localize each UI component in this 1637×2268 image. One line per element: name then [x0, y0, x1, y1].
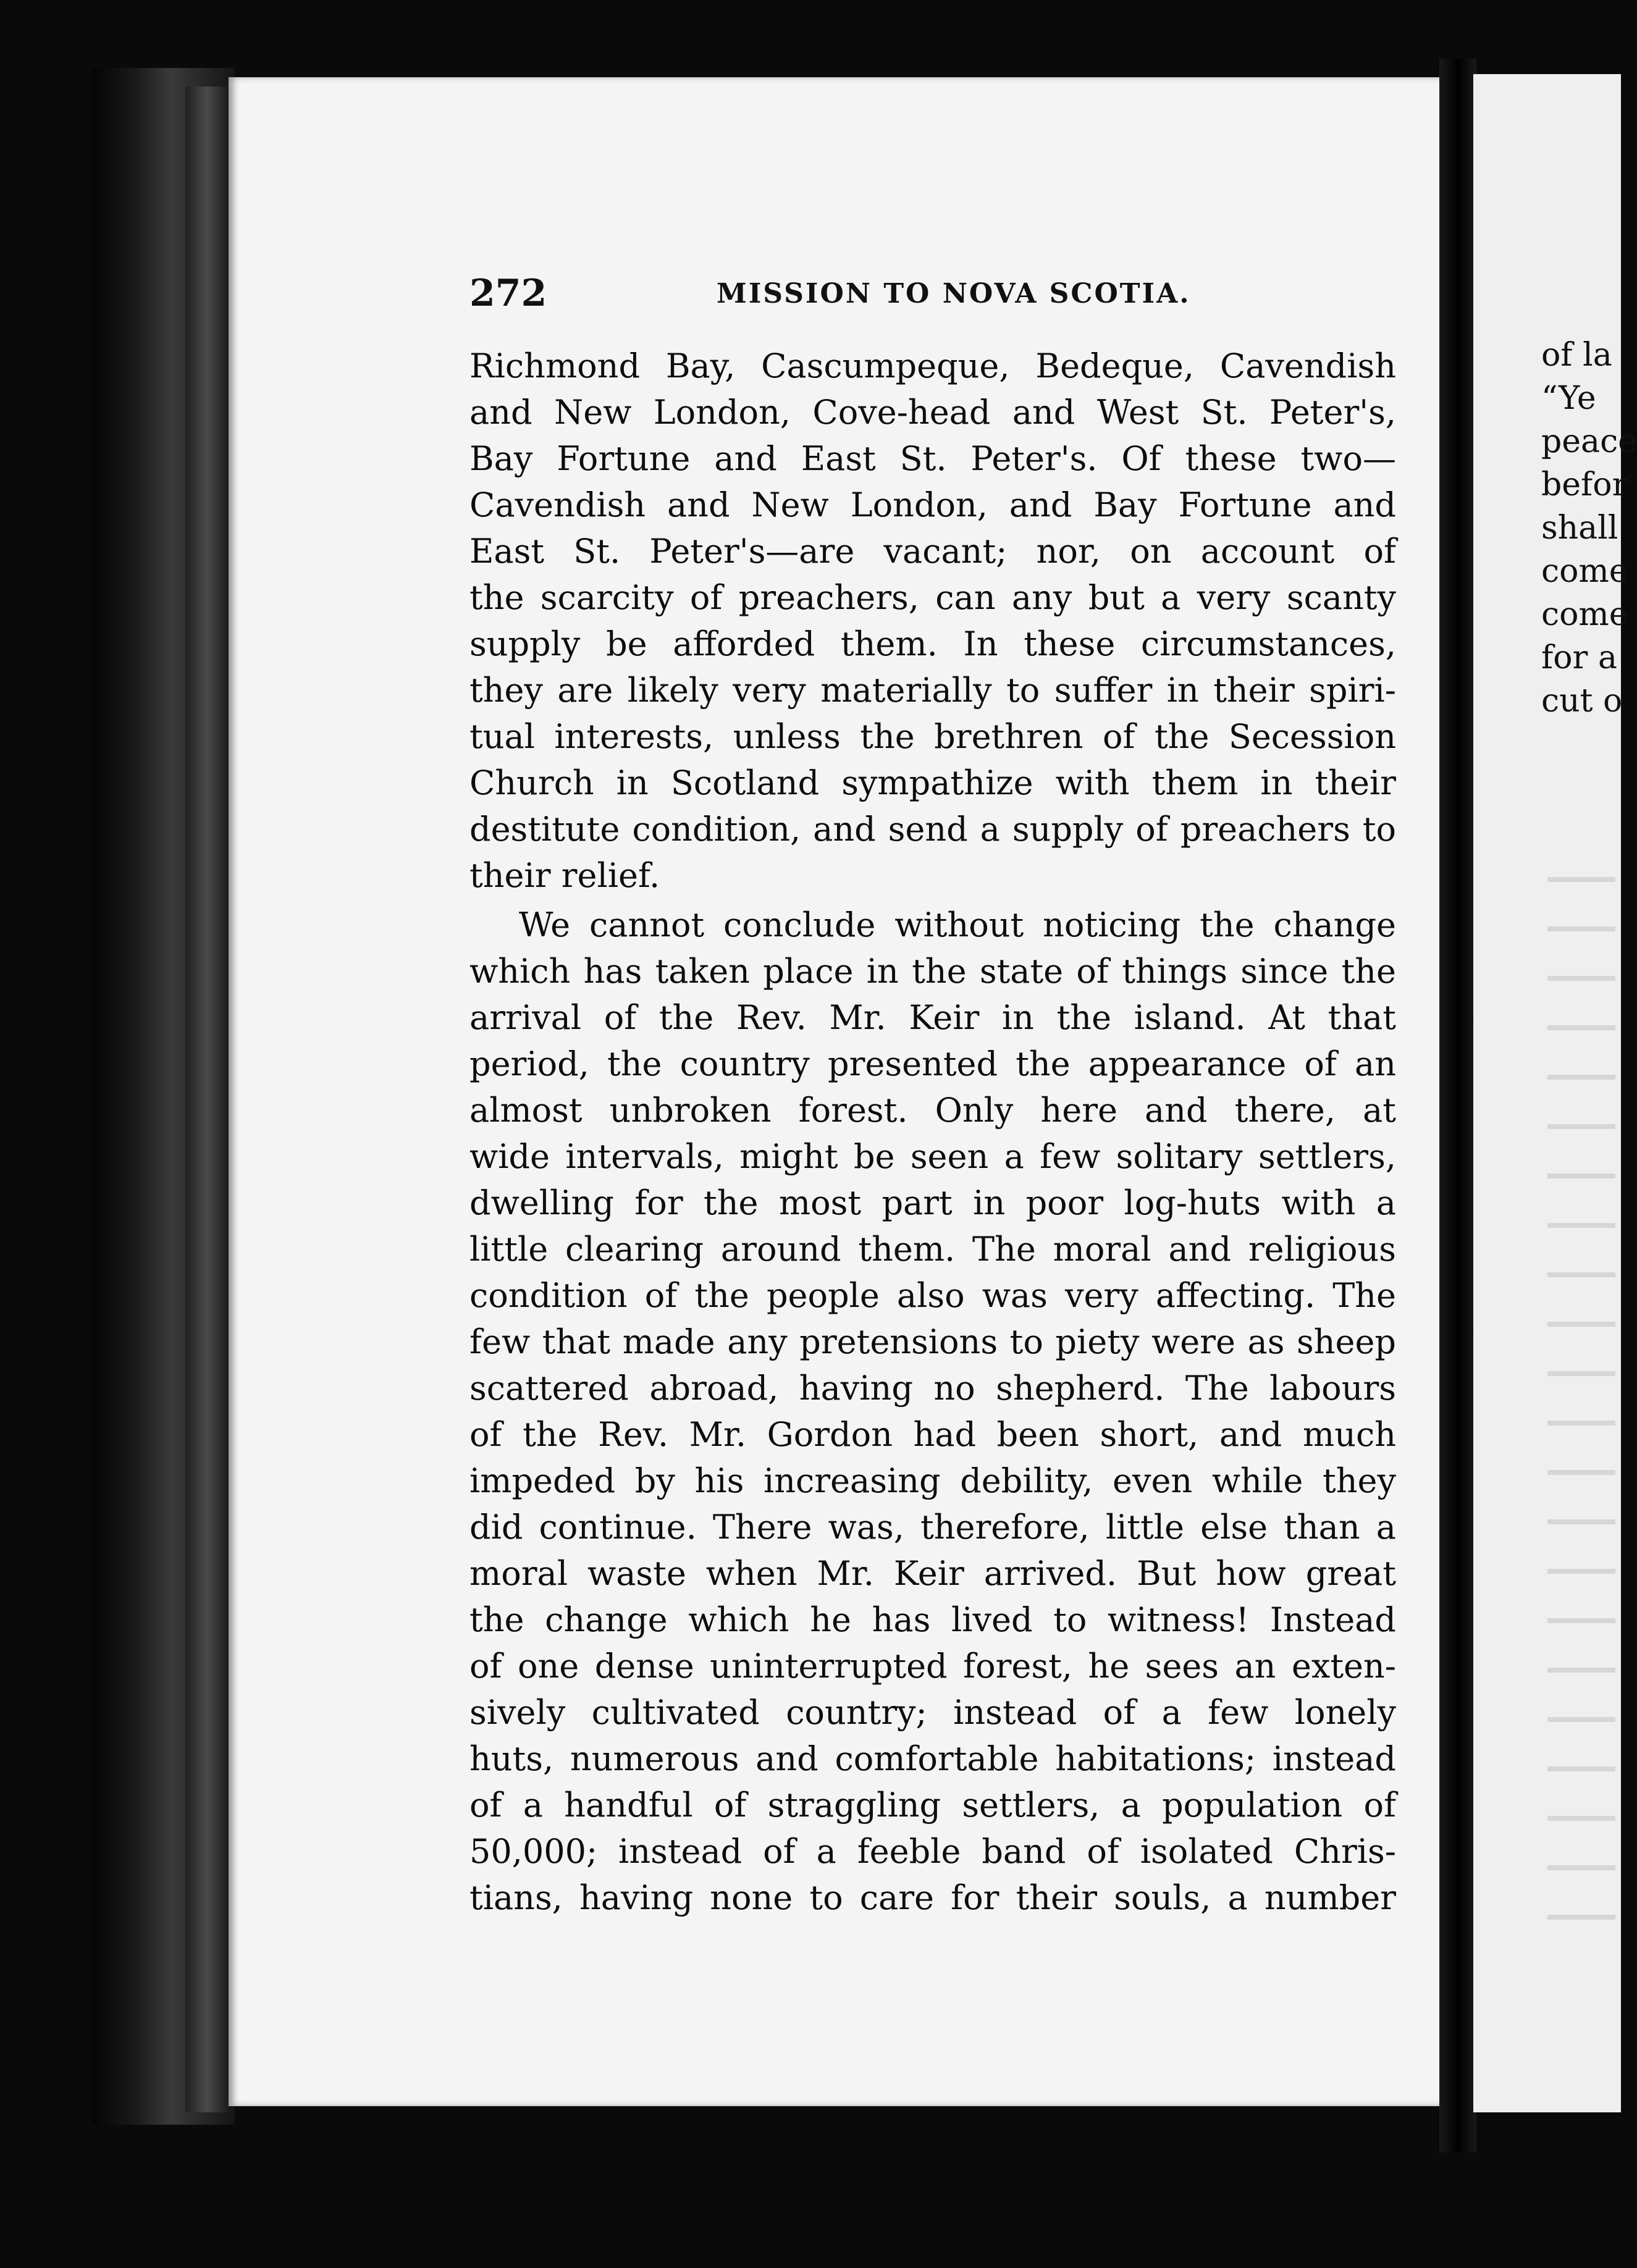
bleed-through-mark [1547, 1569, 1615, 1574]
bleed-through-mark [1547, 1816, 1615, 1821]
text-line: come [1541, 553, 1628, 590]
book-gutter [1439, 59, 1476, 2152]
bleed-through-mark [1547, 1519, 1615, 1524]
text-line: almost unbroken forest. Only here and there, at [469, 1091, 1396, 1130]
bleed-through-mark [1547, 926, 1615, 931]
text-line: tual interests, unless the brethren of the Secession [469, 717, 1396, 756]
text-line: peace [1541, 423, 1637, 460]
text-line: Richmond Bay, Cascumpeque, Bedeque, Cavendish [469, 346, 1396, 385]
text-line: Bay Fortune and East St. Peter's. Of these two— [469, 439, 1396, 478]
text-line: little clearing around them. The moral and religious [469, 1230, 1396, 1269]
bleed-through-mark [1547, 1322, 1615, 1327]
page-number: 272 [469, 272, 547, 315]
bleed-through-mark [1547, 877, 1615, 882]
bleed-through-mark [1547, 1075, 1615, 1080]
text-line: few that made any pretensions to piety were as sheep [469, 1322, 1396, 1361]
text-line: supply be afforded them. In these circumstances, [469, 624, 1396, 663]
running-head: MISSION TO NOVA SCOTIA. [717, 278, 1191, 309]
text-line: destitute condition, and send a supply of preachers to [469, 810, 1396, 849]
bleed-through-mark [1547, 1865, 1615, 1870]
text-line: of la [1541, 337, 1612, 374]
page-header [469, 272, 1396, 321]
text-line: of one dense uninterrupted forest, he sees an exten- [469, 1647, 1396, 1686]
text-line: of a handful of straggling settlers, a population of [469, 1786, 1396, 1825]
text-line: Church in Scotland sympathize with them in their [469, 763, 1396, 802]
text-line: which has taken place in the state of things since the [469, 952, 1396, 991]
text-line: befor [1541, 466, 1628, 503]
bleed-through-mark [1547, 1668, 1615, 1673]
text-line: sively cultivated country; instead of a few lonely [469, 1693, 1396, 1732]
text-line: condition of the people also was very affecting. The [469, 1276, 1396, 1315]
text-line: of the Rev. Mr. Gordon had been short, and much [469, 1415, 1396, 1454]
text-line: dwelling for the most part in poor log-huts with a [469, 1183, 1396, 1222]
text-line: Cavendish and New London, and Bay Fortune and [469, 485, 1396, 524]
text-line: for a [1541, 639, 1617, 676]
bleed-through-mark [1547, 1272, 1615, 1277]
text-line: the change which he has lived to witness! Instead [469, 1600, 1396, 1639]
text-line: shall [1541, 510, 1618, 547]
text-line: huts, numerous and comfortable habitations; instead [469, 1739, 1396, 1778]
text-line: “Ye [1541, 380, 1596, 417]
text-line: impeded by his increasing debility, even while they [469, 1461, 1396, 1500]
bleed-through-mark [1547, 1421, 1615, 1426]
bleed-through-mark [1547, 1717, 1615, 1722]
text-line: come [1541, 596, 1628, 633]
bleed-through-mark [1547, 1766, 1615, 1771]
bleed-through-mark [1547, 1174, 1615, 1178]
bleed-through-mark [1547, 1025, 1615, 1030]
text-line: they are likely very materially to suffer in their spiri- [469, 671, 1396, 710]
bleed-through-mark [1547, 1470, 1615, 1475]
text-line: the scarcity of preachers, can any but a very scanty [469, 578, 1396, 617]
text-line: and New London, Cove-head and West St. Peter's, [469, 393, 1396, 432]
text-line: 50,000; instead of a feeble band of isolated Chris- [469, 1832, 1396, 1871]
bleed-through-mark [1547, 1124, 1615, 1129]
text-line: tians, having none to care for their souls, a number [469, 1878, 1396, 1917]
page-stack-edge [185, 86, 229, 2112]
text-line: East St. Peter's—are vacant; nor, on account of [469, 532, 1396, 571]
bleed-through-mark [1547, 1618, 1615, 1623]
right-page-fragment [1473, 74, 1637, 2112]
bleed-through-mark [1547, 1223, 1615, 1228]
text-line: cut o [1541, 682, 1623, 720]
bleed-through-mark [1547, 976, 1615, 981]
text-line: period, the country presented the appearance of an [469, 1044, 1396, 1083]
text-line: did continue. There was, therefore, little else than a [469, 1508, 1396, 1547]
bleed-through-mark [1547, 1915, 1615, 1920]
bleed-through-mark [1547, 1371, 1615, 1376]
text-line: wide intervals, might be seen a few solitary settlers, [469, 1137, 1396, 1176]
text-line: We cannot conclude without noticing the change [519, 905, 1396, 944]
text-line: their relief. [469, 856, 660, 895]
text-line: arrival of the Rev. Mr. Keir in the island. At that [469, 998, 1396, 1037]
text-line: scattered abroad, having no shepherd. The labours [469, 1369, 1396, 1408]
text-line: moral waste when Mr. Keir arrived. But how great [469, 1554, 1396, 1593]
